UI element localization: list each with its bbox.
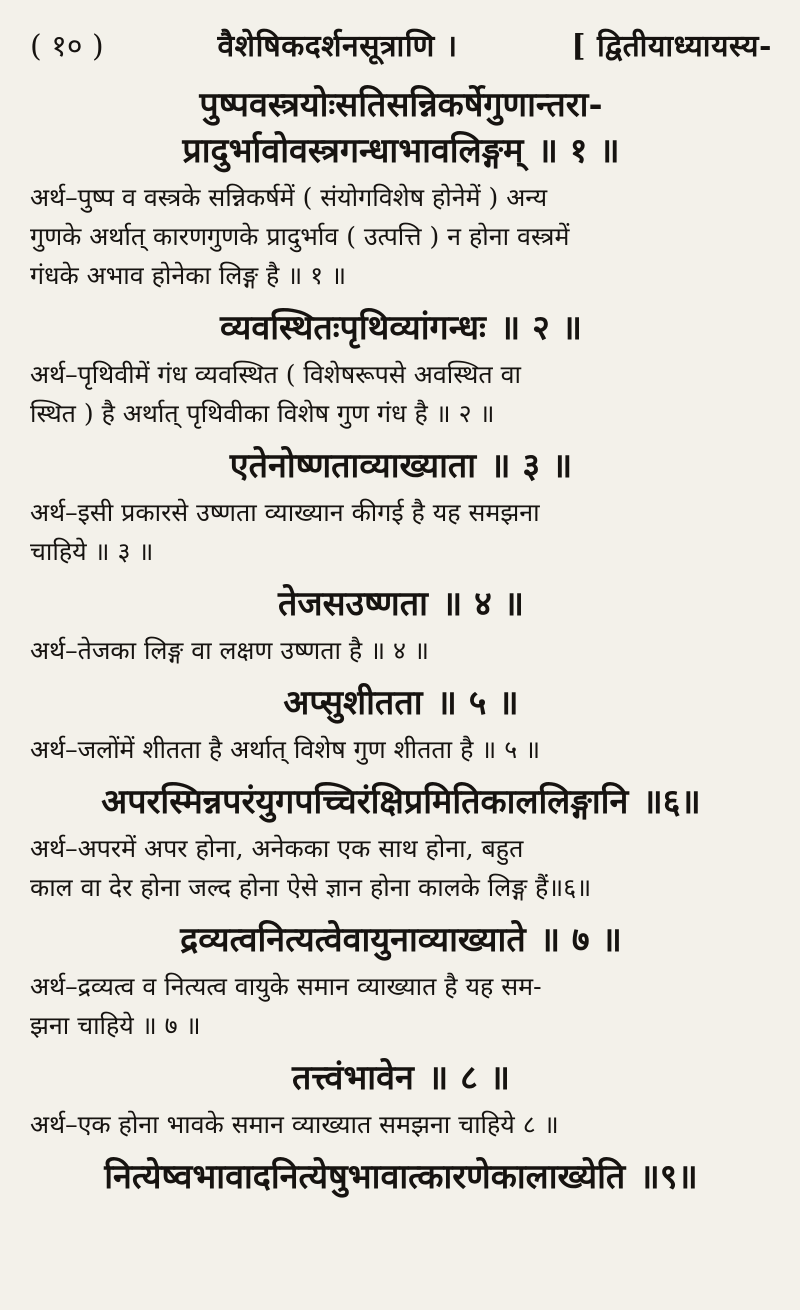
sutra-number: ॥९॥ bbox=[639, 1157, 698, 1197]
meaning-line: अर्थ–द्रव्यत्व व नित्यत्व वायुके समान व्याख्यात है यह सम- bbox=[30, 972, 542, 1001]
meaning-line: झना चाहिये ॥ ७ ॥ bbox=[30, 1011, 201, 1040]
chapter-marker: [ द्वितीयाध्यायस्य- bbox=[571, 29, 772, 64]
meaning-line: गुणके अर्थात् कारणगुणके प्रादुर्भाव ( उत्पत्ति ) न होना वस्त्रमें bbox=[30, 222, 570, 251]
meaning-4 bbox=[30, 631, 772, 670]
sutra-2 bbox=[30, 305, 772, 351]
sutra-line: व्यवस्थितःपृथिव्यांगन्धः bbox=[219, 308, 486, 348]
meaning-7 bbox=[30, 967, 772, 1045]
meaning-line: चाहिये ॥ ३ ॥ bbox=[30, 537, 154, 566]
sutra-line: तेजसउष्णता bbox=[277, 584, 428, 624]
meaning-line: अर्थ–पुष्प व वस्त्रके सन्निकर्षमें ( संयोगविशेष होनेमें ) अन्य bbox=[30, 183, 548, 212]
sutra-number: ॥ ५ ॥ bbox=[436, 683, 519, 723]
sutra-line: एतेनोष्णताव्याख्याता bbox=[229, 446, 477, 486]
sutra-number: ॥६॥ bbox=[642, 782, 701, 822]
sutra-line: अप्सुशीतता bbox=[283, 683, 423, 723]
meaning-3 bbox=[30, 493, 772, 571]
sutra-number: ॥ २ ॥ bbox=[499, 308, 582, 348]
sutra-6 bbox=[30, 779, 772, 825]
sutra-line: प्रादुर्भावोवस्त्रगन्धाभावलिङ्गम् bbox=[182, 131, 524, 171]
sutra-3 bbox=[30, 443, 772, 489]
meaning-line: अर्थ–एक होना भावके समान व्याख्यात समझना चाहिये ८ ॥ bbox=[30, 1110, 559, 1139]
sutra-number: ॥ १ ॥ bbox=[537, 131, 620, 171]
sutra-number: ॥ ७ ॥ bbox=[539, 920, 622, 960]
meaning-line: अर्थ–जलोंमें शीतता है अर्थात् विशेष गुण शीतता है ॥ ५ ॥ bbox=[30, 735, 541, 764]
book-title: वैशेषिकदर्शनसूत्राणि । bbox=[217, 29, 458, 64]
meaning-2 bbox=[30, 355, 772, 433]
meaning-line: अर्थ–तेजका लिङ्ग वा लक्षण उष्णता है ॥ ४ ॥ bbox=[30, 636, 429, 665]
sutra-number: ॥ ८ ॥ bbox=[427, 1058, 510, 1098]
meaning-line: स्थित ) है अर्थात् पृथिवीका विशेष गुण गंध है ॥ २ ॥ bbox=[30, 399, 495, 428]
sutra-4 bbox=[30, 581, 772, 627]
meaning-1 bbox=[30, 178, 772, 295]
sutra-5 bbox=[30, 680, 772, 726]
sutra-7 bbox=[30, 917, 772, 963]
sutra-1 bbox=[30, 82, 772, 174]
running-header bbox=[30, 24, 772, 76]
sutra-number: ॥ ४ ॥ bbox=[441, 584, 525, 624]
sutra-line: अपरस्मिन्नपरंयुगपच्चिरंक्षिप्रमितिकाललिङ्गानि bbox=[101, 782, 629, 822]
meaning-line: काल वा देर होना जल्द होना ऐसे ज्ञान होना कालके लिङ्ग हैं॥६॥ bbox=[30, 873, 592, 902]
meaning-line: अर्थ–पृथिवीमें गंध व्यवस्थित ( विशेषरूपसे अवस्थित वा bbox=[30, 360, 521, 389]
meaning-line: गंधके अभाव होनेका लिङ्ग है ॥ १ ॥ bbox=[30, 261, 347, 290]
sutra-9 bbox=[30, 1154, 772, 1200]
sutra-number: ॥ ३ ॥ bbox=[490, 446, 573, 486]
page-number: ( १० ) bbox=[30, 29, 104, 64]
meaning-line: अर्थ–इसी प्रकारसे उष्णता व्याख्यान कीगई है यह समझना bbox=[30, 498, 540, 527]
meaning-line: अर्थ–अपरमें अपर होना, अनेकका एक साथ होना, बहुत bbox=[30, 834, 524, 863]
sutra-line: द्रव्यत्वनित्यत्वेवायुनाव्याख्याते bbox=[180, 920, 526, 960]
sutra-line: तत्त्वंभावेन bbox=[292, 1058, 414, 1098]
meaning-6 bbox=[30, 829, 772, 907]
meaning-5 bbox=[30, 730, 772, 769]
sutra-line: पुष्पवस्त्रयोःसतिसन्निकर्षेगुणान्तरा- bbox=[199, 85, 603, 125]
sutra-8 bbox=[30, 1055, 772, 1101]
sutra-line: नित्येष्वभावादनित्येषुभावात्कारणेकालाख्येति bbox=[104, 1157, 626, 1197]
meaning-8 bbox=[30, 1105, 772, 1144]
